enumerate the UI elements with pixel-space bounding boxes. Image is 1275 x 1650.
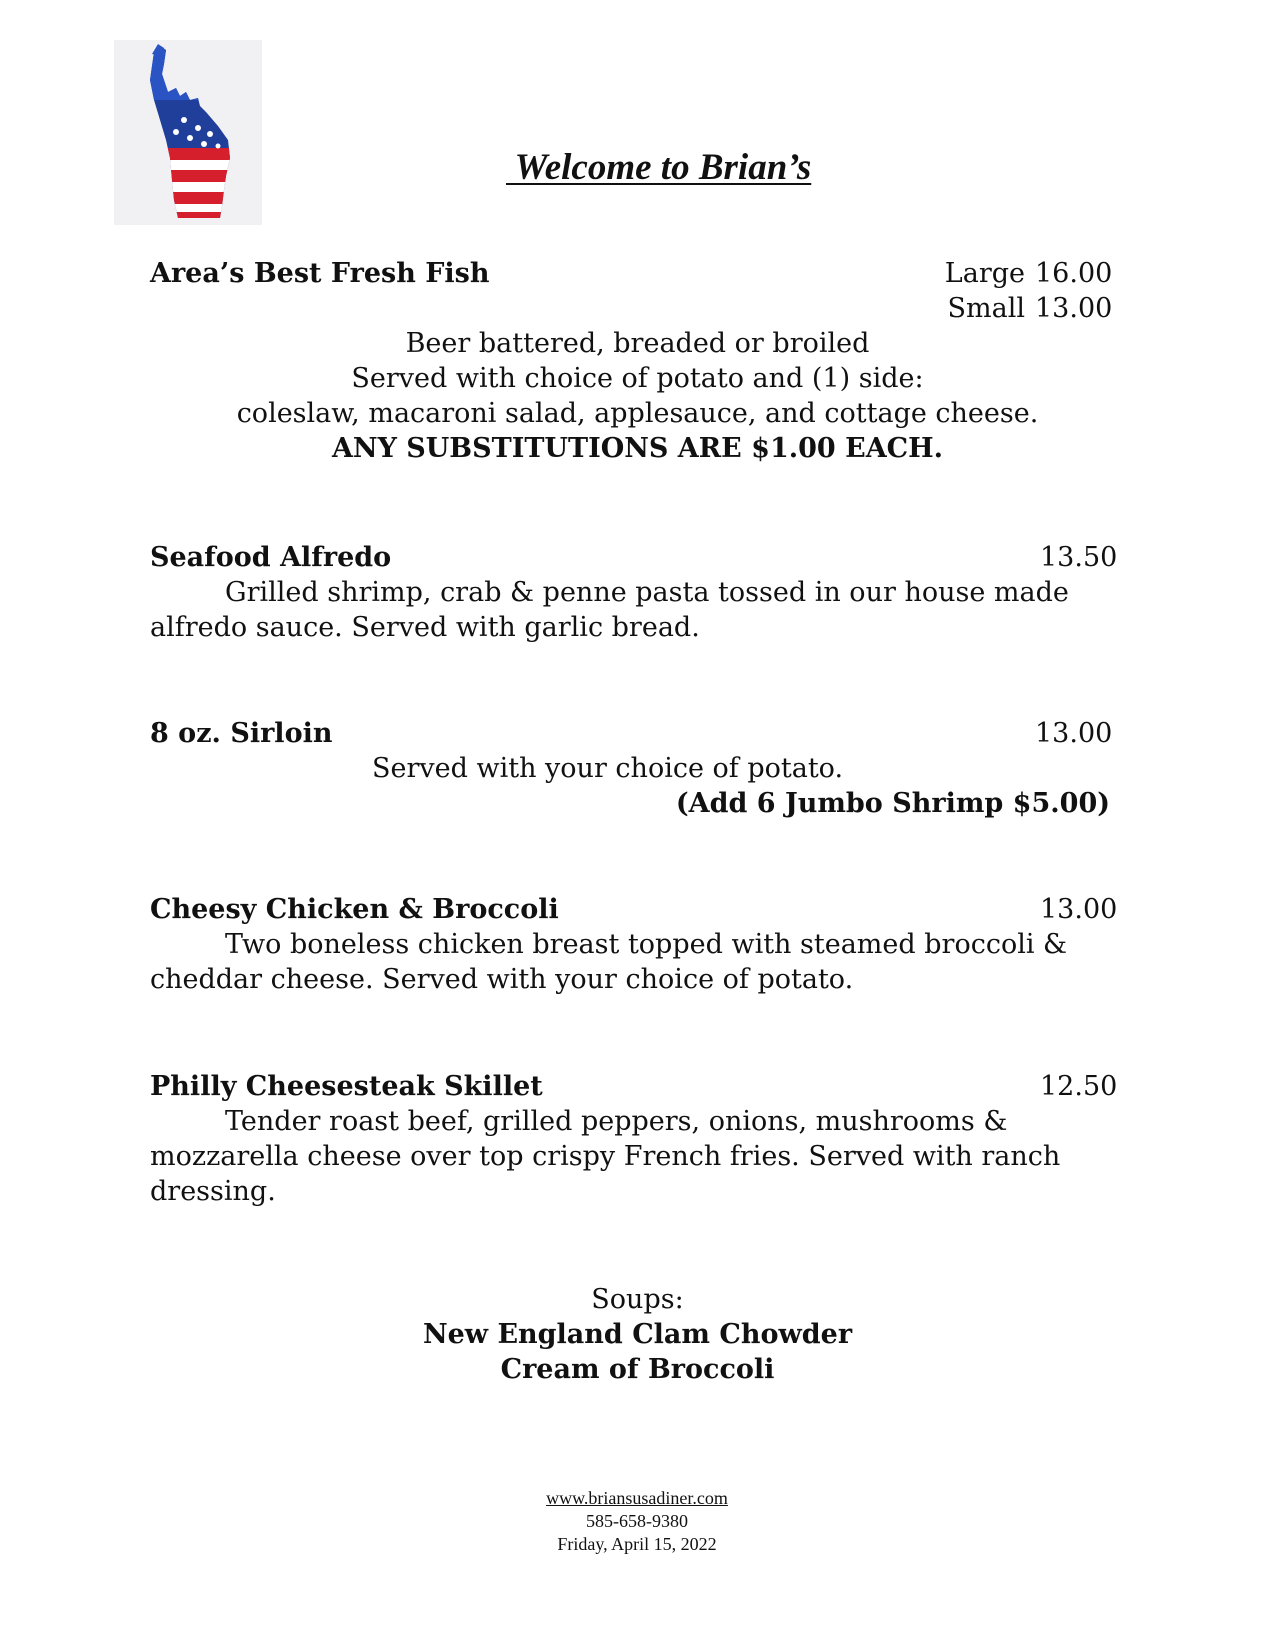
menu-item-name: Philly Cheesesteak Skillet	[150, 1071, 543, 1102]
menu-item-name: 8 oz. Sirloin	[150, 718, 333, 749]
menu-item-price: 13.00	[1035, 718, 1113, 749]
menu-item-name: Seafood Alfredo	[150, 542, 392, 573]
menu-item-description: Two boneless chicken breast topped with steamed broccoli & cheddar cheese. Served with your choice of potato.	[150, 929, 1068, 995]
footer-website[interactable]	[437, 1487, 837, 1510]
price-size-label: Large	[944, 258, 1025, 289]
menu-item-price: 13.00	[1040, 894, 1118, 925]
statue-of-liberty-flag-icon	[114, 40, 262, 225]
menu-item-description: Served with your choice of potato.	[372, 753, 844, 784]
menu-item-description-line: Beer battered, breaded or broiled	[405, 328, 870, 359]
soup-item: New England Clam Chowder	[422, 1319, 853, 1350]
substitution-notice: ANY SUBSTITUTIONS ARE $1.00 EACH.	[331, 433, 944, 464]
footer-phone: 585-658-9380	[586, 1511, 688, 1531]
page-title: Welcome to Brian’s	[506, 147, 812, 188]
menu-item-addon: (Add 6 Jumbo Shrimp $5.00)	[675, 788, 1110, 819]
soups-heading: Soups:	[591, 1284, 684, 1315]
menu-item-description-line: coleslaw, macaroni salad, applesauce, and cottage cheese.	[236, 398, 1039, 429]
price-value: 13.00	[1035, 293, 1113, 324]
restaurant-logo	[114, 40, 262, 225]
menu-item-description-line: Served with choice of potato and (1) side:	[351, 363, 924, 394]
soup-item: Cream of Broccoli	[500, 1354, 775, 1385]
price-size-label: Small	[947, 293, 1025, 324]
menu-item-description: Tender roast beef, grilled peppers, onions, mushrooms & mozzarella cheese over top crispy French fries. Served with ranch dressing.	[150, 1106, 1061, 1207]
menu-item-price: 12.50	[1040, 1071, 1118, 1102]
menu-item-price: 13.50	[1040, 542, 1118, 573]
menu-item-name: Cheesy Chicken & Broccoli	[150, 894, 559, 925]
menu-item-name: Area’s Best Fresh Fish	[150, 258, 490, 289]
price-value: 16.00	[1035, 258, 1113, 289]
website-link[interactable]: www.briansusadiner.com	[546, 1488, 728, 1508]
footer-date: Friday, April 15, 2022	[557, 1534, 717, 1554]
menu-item-description: Grilled shrimp, crab & penne pasta tossed in our house made alfredo sauce. Served with garlic bread.	[150, 577, 1069, 643]
